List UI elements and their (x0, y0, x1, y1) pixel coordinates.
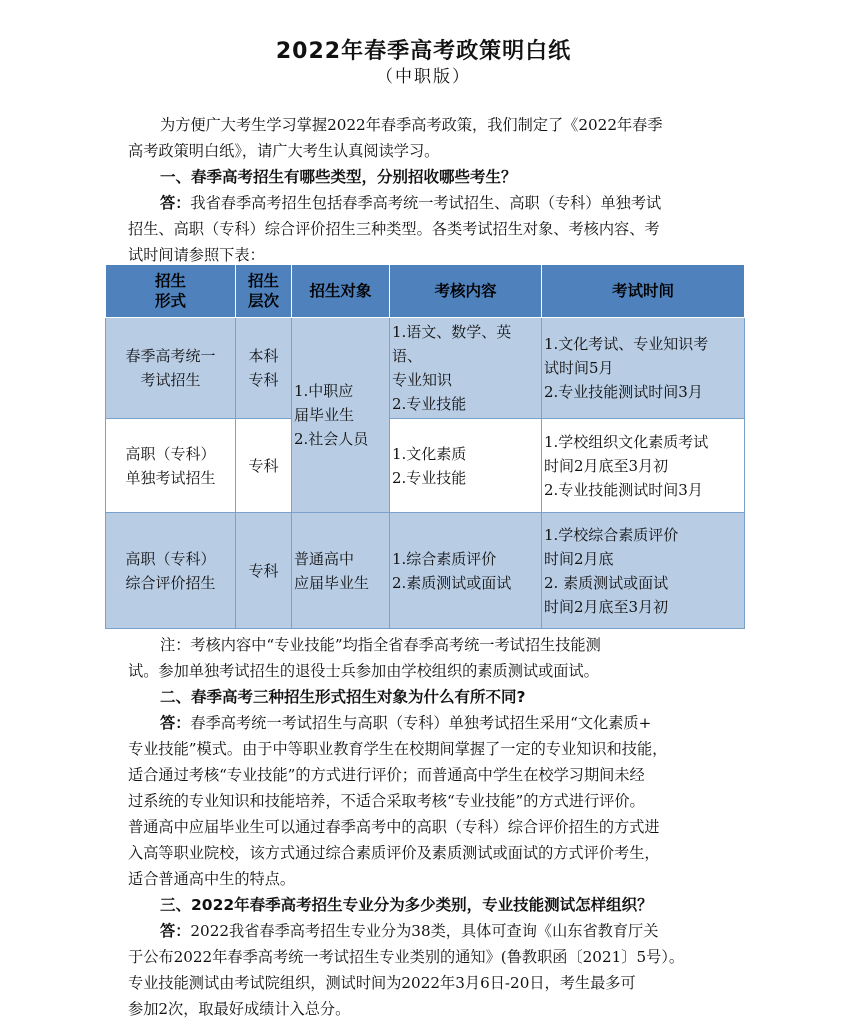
question-2-heading: 二、春季高考三种招生形式招生对象为什么有所不同? (160, 688, 526, 706)
intro-paragraph (128, 112, 744, 164)
cell-level: 本科 专科 (236, 318, 292, 419)
header-level: 招生 层次 (236, 265, 292, 318)
cell-level: 专科 (236, 513, 292, 629)
cell-form: 春季高考统一 考试招生 (106, 318, 236, 419)
table-note (128, 632, 744, 684)
answer-line: 过系统的专业知识和技能培养，不适合采取考核“专业技能”的方式进行评价。 (128, 792, 645, 810)
answer-line: 入高等职业院校，该方式通过综合素质评价及素质测试或面试的方式评价考生， (128, 844, 660, 862)
table-row (106, 513, 745, 629)
answer-line: 参加2次，取最好成绩计入总分。 (128, 1000, 351, 1018)
cell-form: 高职（专科） 综合评价招生 (106, 513, 236, 629)
answer-line: 试时间请参照下表： (128, 246, 265, 264)
answer-line: 专业技能测试由考试院组织，测试时间为2022年3月6日-20日，考生最多可 (128, 974, 636, 992)
answer-line: 普通高中应届毕业生可以通过春季高考中的高职（专科）综合评价招生的方式进 (128, 818, 660, 836)
answer-line: 我省春季高考招生包括春季高考统一考试招生、高职（专科）单独考试 (190, 194, 662, 212)
question-3-heading: 三、2022年春季高考招生专业分为多少类别，专业技能测试怎样组织？ (160, 896, 653, 914)
answer-line: 春季高考统一考试招生与高职（专科）单独考试招生采用“文化素质+ (190, 714, 652, 732)
header-time: 考试时间 (542, 265, 745, 318)
cell-content: 1.语文、数学、英语、 专业知识 2.专业技能 (390, 318, 542, 419)
intro-line: 为方便广大考生学习掌握2022年春季高考政策，我们制定了《2022年春季 (160, 116, 663, 134)
cell-time: 1.学校综合素质评价 时间2月底 2. 素质测试或面试 时间2月底至3月初 (542, 513, 745, 629)
answer-label: 答： (160, 922, 191, 940)
note-line: 注：考核内容中“专业技能”均指全省春季高考统一考试招生技能测 (160, 636, 601, 654)
answer-line: 专业技能”模式。由于中等职业教育学生在校期间掌握了一定的专业知识和技能， (128, 740, 668, 758)
cell-level: 专科 (236, 419, 292, 513)
cell-content: 1.综合素质评价 2.素质测试或面试 (390, 513, 542, 629)
answer-line: 适合普通高中生的特点。 (128, 870, 296, 888)
cell-time: 1.文化考试、专业知识考 试时间5月 2.专业技能测试时间3月 (542, 318, 745, 419)
answer-3-paragraph (128, 918, 744, 1022)
header-target: 招生对象 (292, 265, 390, 318)
admission-table (105, 264, 745, 629)
header-content: 考核内容 (390, 265, 542, 318)
answer-label: 答： (160, 194, 191, 212)
answer-line: 适合通过考核“专业技能”的方式进行评价；而普通高中学生在校学习期间未经 (128, 766, 645, 784)
note-line: 试。参加单独考试招生的退役士兵参加由学校组织的素质测试或面试。 (128, 662, 599, 680)
cell-target-shared: 1.中职应 届毕业生 2.社会人员 (292, 318, 390, 513)
page-title: 2022年春季高考政策明白纸 (275, 39, 572, 64)
cell-time: 1.学校组织文化素质考试 时间2月底至3月初 2.专业技能测试时间3月 (542, 419, 745, 513)
intro-line: 高考政策明白纸》，请广大考生认真阅读学习。 (128, 142, 440, 160)
cell-form: 高职（专科） 单独考试招生 (106, 419, 236, 513)
answer-line: 于公布2022年春季高考统一考试招生专业类别的通知》(鲁教职函〔2021〕5号）。 (128, 948, 685, 966)
table-row (106, 419, 745, 513)
header-form: 招生 形式 (106, 265, 236, 318)
page-subtitle: （中职版） (376, 67, 471, 87)
cell-content: 1.文化素质 2.专业技能 (390, 419, 542, 513)
table-header-row (106, 265, 745, 318)
cell-target: 普通高中 应届毕业生 (292, 513, 390, 629)
answer-1-paragraph (128, 190, 744, 268)
answer-label: 答： (160, 714, 191, 732)
answer-line: 2022我省春季高考招生专业分为38类，具体可查询《山东省教育厅关 (190, 922, 659, 940)
question-1-heading: 一、春季高考招生有哪些类型，分别招收哪些考生？ (160, 168, 517, 186)
answer-2-paragraph (128, 710, 744, 892)
table-row (106, 318, 745, 419)
answer-line: 招生、高职（专科）综合评价招生三种类型。各类考试招生对象、考核内容、考 (128, 220, 660, 238)
